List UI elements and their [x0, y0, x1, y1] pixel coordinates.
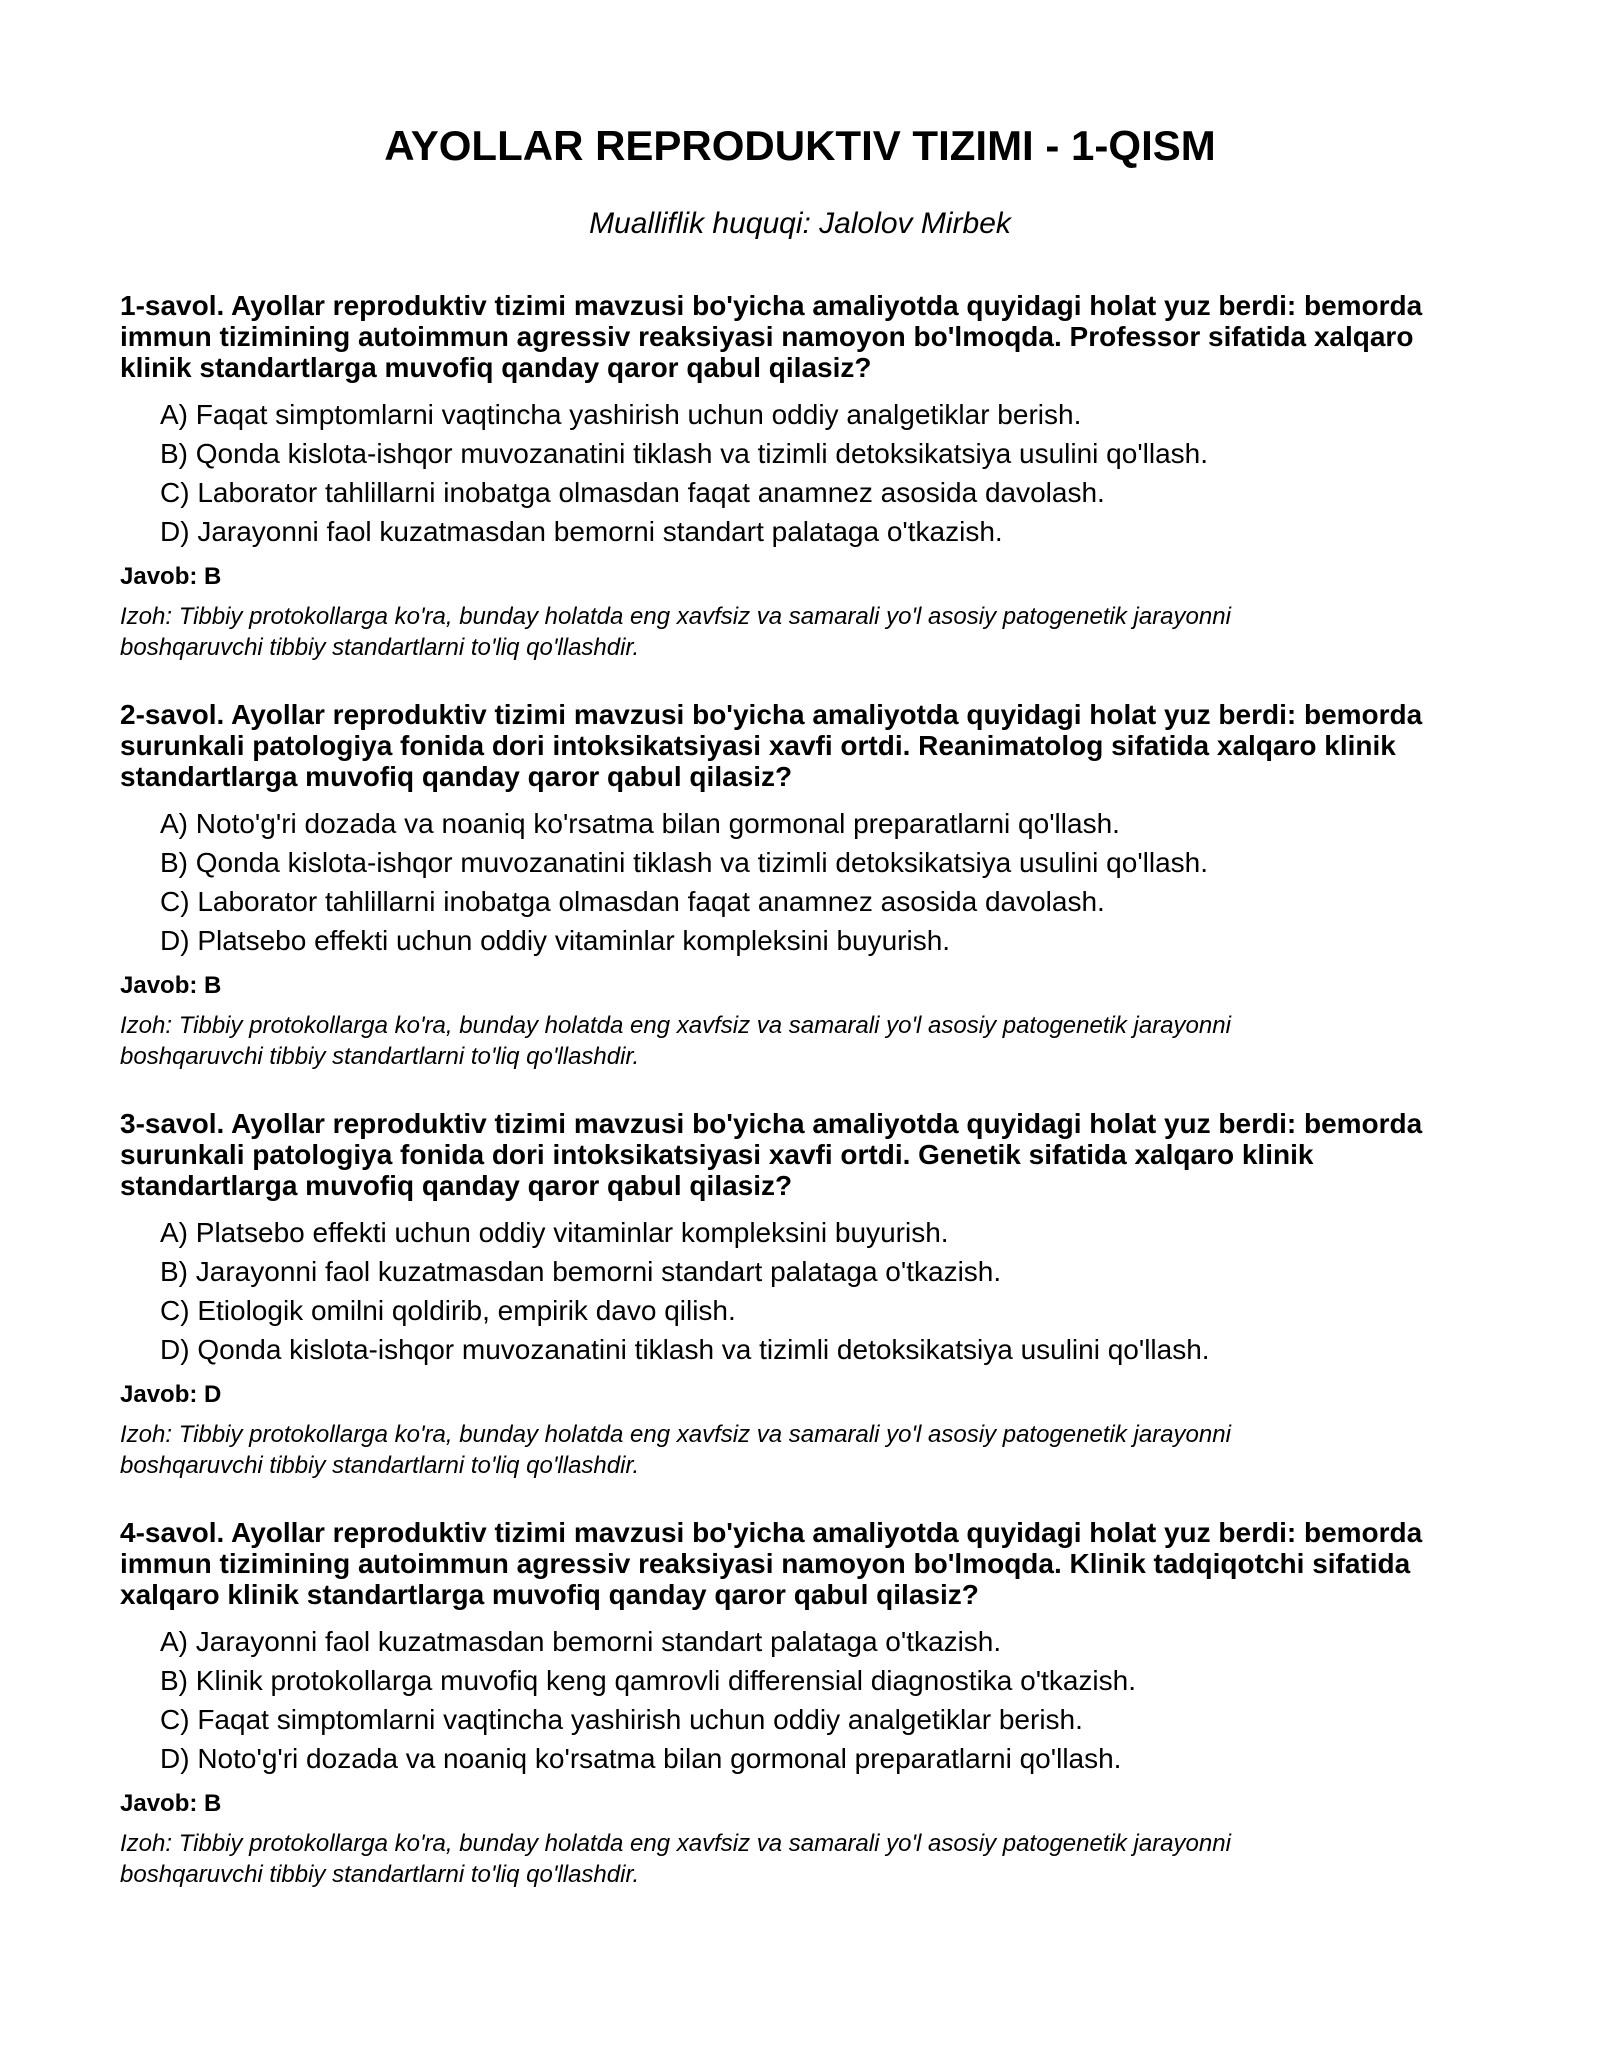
- option-a: A) Platsebo effekti uchun oddiy vitaminlar kompleksini buyurish.: [160, 1217, 949, 1248]
- page-title: AYOLLAR REPRODUKTIV TIZIMI - 1-QISM: [384, 122, 1216, 169]
- option-d: D) Platsebo effekti uchun oddiy vitaminlar kompleksini buyurish.: [160, 925, 951, 956]
- question-block: [120, 1517, 1480, 1890]
- options-list: [120, 804, 1480, 960]
- explanation-note: Izoh: Tibbiy protokollarga ko'ra, bunday holatda eng xavfsiz va samarali yo'l asosiy patogenetik jarayonni boshqaruvchi tibbiy standartlarni to'liq qo'llashdir.: [120, 603, 1231, 661]
- option-d: D) Jarayonni faol kuzatmasdan bemorni standart palataga o'tkazish.: [160, 516, 1003, 547]
- option-a: A) Faqat simptomlarni vaqtincha yashirish uchun oddiy analgetiklar berish.: [160, 399, 1082, 430]
- answer-label: Javob: D: [120, 1381, 222, 1408]
- option-b: B) Jarayonni faol kuzatmasdan bemorni standart palataga o'tkazish.: [160, 1256, 1002, 1287]
- option-b: B) Qonda kislota-ishqor muvozanatini tiklash va tizimli detoksikatsiya usulini qo'llash.: [160, 438, 1209, 469]
- option-c: C) Laborator tahlillarni inobatga olmasdan faqat anamnez asosida davolash.: [160, 886, 1105, 917]
- options-list: [120, 1622, 1480, 1778]
- explanation-note: Izoh: Tibbiy protokollarga ko'ra, bunday holatda eng xavfsiz va samarali yo'l asosiy patogenetik jarayonni boshqaruvchi tibbiy standartlarni to'liq qo'llashdir.: [120, 1421, 1231, 1479]
- question-block: [120, 1108, 1480, 1481]
- option-a: A) Noto'g'ri dozada va noaniq ko'rsatma bilan gormonal preparatlarni qo'llash.: [160, 808, 1120, 839]
- question-block: [120, 290, 1480, 663]
- option-c: C) Etiologik omilni qoldirib, empirik davo qilish.: [160, 1295, 736, 1326]
- answer-label: Javob: B: [120, 1790, 222, 1817]
- option-b: B) Klinik protokollarga muvofiq keng qamrovli differensial diagnostika o'tkazish.: [160, 1665, 1136, 1696]
- option-a: A) Jarayonni faol kuzatmasdan bemorni standart palataga o'tkazish.: [160, 1626, 1002, 1657]
- explanation-note: Izoh: Tibbiy protokollarga ko'ra, bunday holatda eng xavfsiz va samarali yo'l asosiy patogenetik jarayonni boshqaruvchi tibbiy standartlarni to'liq qo'llashdir.: [120, 1012, 1231, 1070]
- answer-label: Javob: B: [120, 563, 222, 590]
- options-list: [120, 1213, 1480, 1369]
- question-text: 2-savol. Ayollar reproduktiv tizimi mavzusi bo'yicha amaliyotda quyidagi holat yuz berdi: bemorda surunkali patologiya fonida dori intoksikatsiyasi xavfi ortdi. Reanimatolog sifatida xalqaro klinik standartlarga muvofiq qanday qaror qabul qilasiz?: [120, 699, 1423, 792]
- question-text: 1-savol. Ayollar reproduktiv tizimi mavzusi bo'yicha amaliyotda quyidagi holat yuz berdi: bemorda immun tizimining autoimmun agressiv reaksiyasi namoyon bo'lmoqda. Professor sifatida xalqaro klinik standartlarga muvofiq qanday qaror qabul qilasiz?: [120, 290, 1423, 383]
- question-text: 3-savol. Ayollar reproduktiv tizimi mavzusi bo'yicha amaliyotda quyidagi holat yuz berdi: bemorda surunkali patologiya fonida dori intoksikatsiyasi xavfi ortdi. Genetik sifatida xalqaro klinik standartlarga muvofiq qanday qaror qabul qilasiz?: [120, 1108, 1423, 1201]
- answer-label: Javob: B: [120, 972, 222, 999]
- option-d: D) Noto'g'ri dozada va noaniq ko'rsatma bilan gormonal preparatlarni qo'llash.: [160, 1743, 1122, 1774]
- question-block: [120, 699, 1480, 1072]
- options-list: [120, 395, 1480, 551]
- explanation-note: Izoh: Tibbiy protokollarga ko'ra, bunday holatda eng xavfsiz va samarali yo'l asosiy patogenetik jarayonni boshqaruvchi tibbiy standartlarni to'liq qo'llashdir.: [120, 1830, 1231, 1888]
- option-b: B) Qonda kislota-ishqor muvozanatini tiklash va tizimli detoksikatsiya usulini qo'llash.: [160, 847, 1209, 878]
- option-d: D) Qonda kislota-ishqor muvozanatini tiklash va tizimli detoksikatsiya usulini qo'llash.: [160, 1334, 1210, 1365]
- question-text: 4-savol. Ayollar reproduktiv tizimi mavzusi bo'yicha amaliyotda quyidagi holat yuz berdi: bemorda immun tizimining autoimmun agressiv reaksiyasi namoyon bo'lmoqda. Klinik tadqiqotchi sifatida xalqaro klinik standartlarga muvofiq qanday qaror qabul qilasiz?: [120, 1517, 1423, 1610]
- option-c: C) Faqat simptomlarni vaqtincha yashirish uchun oddiy analgetiklar berish.: [160, 1704, 1083, 1735]
- option-c: C) Laborator tahlillarni inobatga olmasdan faqat anamnez asosida davolash.: [160, 477, 1105, 508]
- copyright-line: Mualliflik huquqi: Jalolov Mirbek: [589, 207, 1011, 240]
